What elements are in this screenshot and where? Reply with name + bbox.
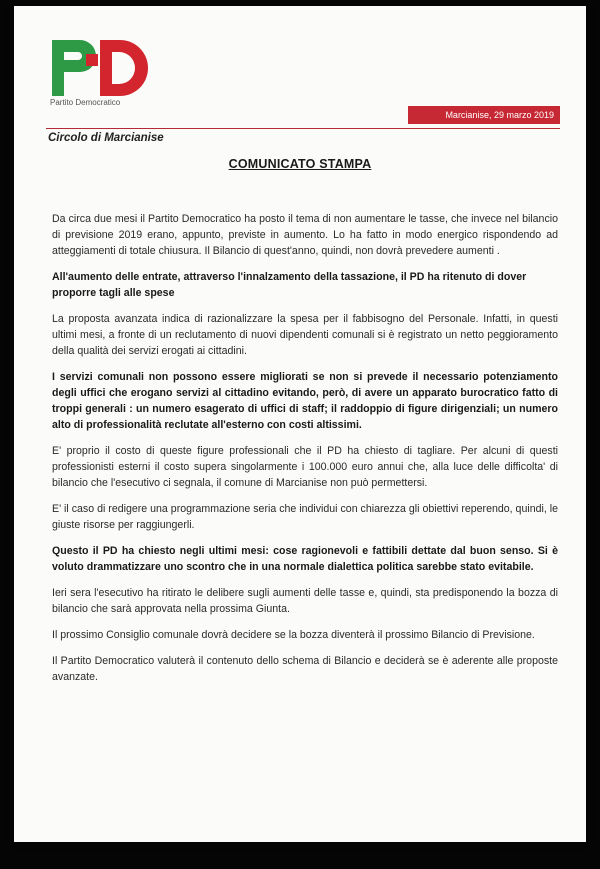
document-body	[52, 211, 558, 695]
circolo-label: Circolo di Marcianise	[48, 132, 164, 144]
document-page	[14, 6, 586, 842]
paragraph-4: I servizi comunali non possono essere migliorati se non si prevede il necessario potenziamento degli uffici che erogano servizi al cittadino evitando, però, di avere un apparato burocratico fatto di troppi generali : un numero esagerato di uffici di staff; il raddoppio di figure dirigenziali; un numero alto di professionalità reclutate all'esterno con costi altissimi.	[52, 371, 558, 431]
paragraph-9: Il prossimo Consiglio comunale dovrà decidere se la bozza diventerà il prossimo Bilancio di Previsione.	[52, 629, 535, 641]
document-title: COMUNICATO STAMPA	[228, 157, 372, 171]
paragraph-1: Da circa due mesi il Partito Democratico ha posto il tema di non aumentare le tasse, che invece nel bilancio di previsione 2019 erano, appunto, previste in aumento. Lo ha fatto in modo energico rispondendo ad atteggiamenti di totale chiusura. Il Bilancio di quest'anno, quindi, non dovrà prevedere aumenti .	[52, 213, 558, 257]
pd-logo-icon	[50, 38, 150, 98]
logo-caption: Partito Democratico	[50, 98, 121, 107]
paragraph-8: Ieri sera l'esecutivo ha ritirato le delibere sugli aumenti delle tasse e, quindi, sta predisponendo la bozza di bilancio che sarà approvata nella prossima Giunta.	[52, 587, 558, 615]
paragraph-6: E' il caso di redigere una programmazione seria che individui con chiarezza gli obiettivi reperendo, quindi, le giuste risorse per raggiungerli.	[52, 503, 558, 531]
paragraph-5: E' proprio il costo di queste figure professionali che il PD ha chiesto di tagliare. Per alcuni di questi professionisti esterni il costo supera singolarmente i 100.000 euro annui che, alla luce delle difficolta' di bilancio che l'esecutivo ci segnala, il comune di Marcianise non può permettersi.	[52, 445, 558, 489]
paragraph-10: Il Partito Democratico valuterà il contenuto dello schema di Bilancio e deciderà se è aderente alle proposte avanzate.	[52, 655, 558, 683]
paragraph-2: All'aumento delle entrate, attraverso l'innalzamento della tassazione, il PD ha ritenuto di dover proporre tagli alle spese	[52, 271, 527, 299]
header-divider	[46, 128, 560, 129]
date-badge: Marcianise, 29 marzo 2019	[408, 106, 560, 124]
paragraph-3: La proposta avanzata indica di razionalizzare la spesa per il fabbisogno del Personale. Infatti, in questi ultimi mesi, a fronte di un reclutamento di nuovi dipendenti comunali si è registrato un netto peggioramento della qualità dei servizi erogati ai cittadini.	[52, 313, 558, 357]
paragraph-7: Questo il PD ha chiesto negli ultimi mesi: cose ragionevoli e fattibili dettate dal buon senso. Si è voluto drammatizzare uno scontro che in una normale dialettica politica sarebbe stato evitabile.	[52, 545, 558, 573]
